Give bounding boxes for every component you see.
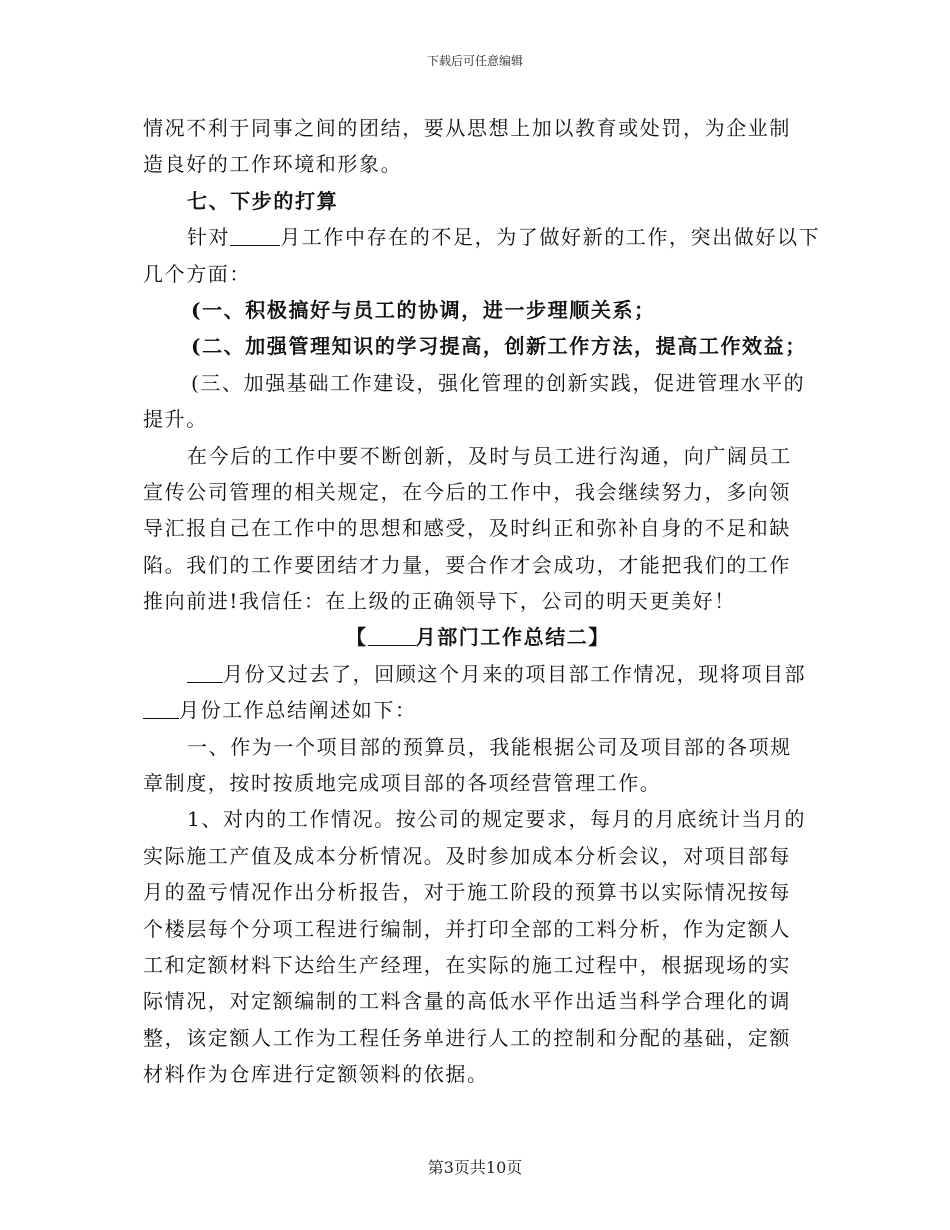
text-line: 情况不利于同事之间的团结，要从思想上加以教育或处罚，为企业制 xyxy=(143,116,791,140)
section-heading: 七、下步的打算 xyxy=(187,188,339,213)
text-line: 整，该定额人工作为工程任务单进行人工的控制和分配的基础，定额 xyxy=(143,1025,791,1050)
blank-underline xyxy=(187,660,223,683)
text-prefix: 针对 xyxy=(187,225,231,250)
text-line: 推向前进!我信任：在上级的正确领导下，公司的明天更美好！ xyxy=(143,589,736,614)
text-line xyxy=(143,219,821,255)
document-body xyxy=(143,110,821,1093)
title-text: 月部门工作总结二】 xyxy=(415,625,610,650)
text-line: 1、对内的工作情况。按公司的规定要求，每月的月底统计当月的 xyxy=(187,807,807,832)
blank-underline xyxy=(143,696,179,719)
text-line: 在今后的工作中要不断创新，及时与员工进行沟通，向广阔员工 xyxy=(187,443,792,468)
text-line: 实际施工产值及成本分析情况。及时参加成本分析会议，对项目部每 xyxy=(143,843,791,868)
page-header: 下载后可任意编辑 xyxy=(426,54,523,68)
text-line: 材料作为仓库进行定额领料的依据。 xyxy=(143,1062,489,1087)
title-bracket: 【 xyxy=(345,625,368,650)
text-line: 提升。 xyxy=(143,407,208,432)
text-line: 月的盈亏情况作出分析报告，对于施工阶段的预算书以实际情况按每 xyxy=(143,880,791,905)
text-line: 造良好的工作环境和形象。 xyxy=(143,152,403,177)
list-item: (二、加强管理知识的学习提高，创新工作方法，提高工作效益； xyxy=(191,334,807,359)
text-line: 导汇报自己在工作中的思想和感受，及时纠正和弥补自身的不足和缺 xyxy=(143,516,791,541)
text-line: 一、作为一个项目部的预算员，我能根据公司及项目部的各项规 xyxy=(187,734,792,759)
text-line: 际情况，对定额编制的工料含量的高低水平作出适当科学合理化的调 xyxy=(143,989,791,1014)
text-line xyxy=(143,656,813,692)
list-item: (三、加强基础工作建设，强化管理的创新实践，促进管理水平的 xyxy=(191,370,806,395)
text-line: 宣传公司管理的相关规定，在今后的工作中，我会继续努力，多向领 xyxy=(143,479,791,504)
text-segment: 月份工作总结阐述如下： xyxy=(179,698,417,723)
blank-underline xyxy=(368,623,416,646)
text-line: 个楼层每个分项工程进行编制，并打印全部的工料分析，作为定额人 xyxy=(143,916,791,941)
text-segment: 月份又过去了，回顾这个月来的项目部工作情况，现将项目部 xyxy=(223,661,807,686)
text-line: 工和定额材料下达给生产经理，在实际的施工过程中，根据现场的实 xyxy=(143,952,791,977)
text-line: 几个方面： xyxy=(143,261,251,286)
blank-underline xyxy=(230,223,280,246)
text-line: 陷。我们的工作要团结才力量，要合作才会成功，才能把我们的工作 xyxy=(143,552,791,577)
text-line xyxy=(143,692,813,728)
page-footer: 第3页共10页 xyxy=(427,1158,523,1177)
list-item: (一、积极搞好与员工的协调，进一步理顺关系； xyxy=(191,297,656,322)
text-line: 章制度，按时按质地完成项目部的各项经营管理工作。 xyxy=(143,771,662,796)
text-segment: 月工作中存在的不足，为了做好新的工作，突出做好以下 xyxy=(280,225,821,250)
section-title xyxy=(143,619,813,655)
